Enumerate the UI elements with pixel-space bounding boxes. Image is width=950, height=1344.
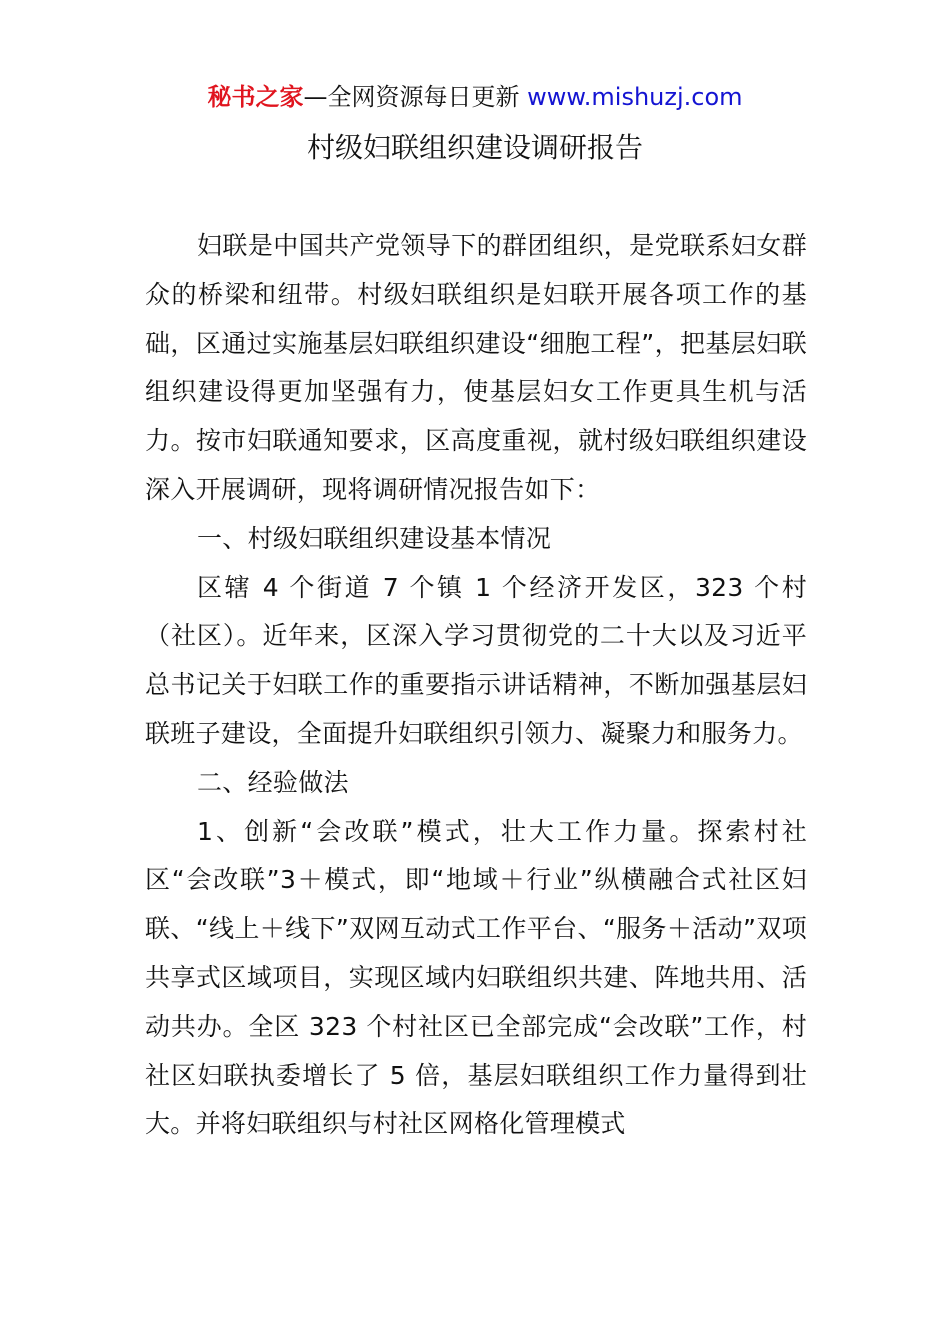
document-title: 村级妇联组织建设调研报告 (306, 131, 643, 164)
section-heading-basic-situation: 一、村级妇联组织建设基本情况 (197, 523, 552, 553)
intro-paragraph: 妇联是中国共产党领导下的群团组织，是党联系妇女群众的桥梁和纽带。村级妇联组织是妇联开展各项工作的基础，区通过实施基层妇联组织建设“细胞工程”，把基层妇联组织建设得更加坚强有力，使基层妇女工作更具生机与活力。按市妇联通知要求，区高度重视，就村级妇联组织建设深入开展调研，现将调研情况报告如下： (145, 231, 807, 504)
experience-paragraph-1: 1、创新“会改联”模式，壮大工作力量。探索村社区“会改联”3＋模式，即“地域＋行业”纵横融合式社区妇联、“线上＋线下”双网互动式工作平台、“服务＋活动”双项共享式区域项目，实现区域内妇联组织共建、阵地共用、活动共办。全区 323 个村社区已全部完成“会改联”工作，村社区妇联执委增长了 5 倍，基层妇联组织工作力量得到壮大。并将妇联组织与村社区网格化管理模式 (145, 816, 807, 1139)
site-tagline: —全网资源每日更新 (303, 83, 520, 111)
site-url-link[interactable]: www.mishuzj.com (527, 83, 743, 111)
section-heading-experience: 二、经验做法 (197, 767, 349, 797)
site-header (0, 80, 950, 114)
brand-name: 秘书之家 (207, 83, 304, 111)
basic-situation-paragraph: 区辖 4 个街道 7 个镇 1 个经济开发区，323 个村（社区）。近年来，区深入学习贯彻党的二十大以及习近平总书记关于妇联工作的重要指示讲话精神，不断加强基层妇联班子建设，全面提升妇联组织引领力、凝聚力和服务力。 (145, 572, 807, 748)
document-body (145, 222, 807, 1149)
